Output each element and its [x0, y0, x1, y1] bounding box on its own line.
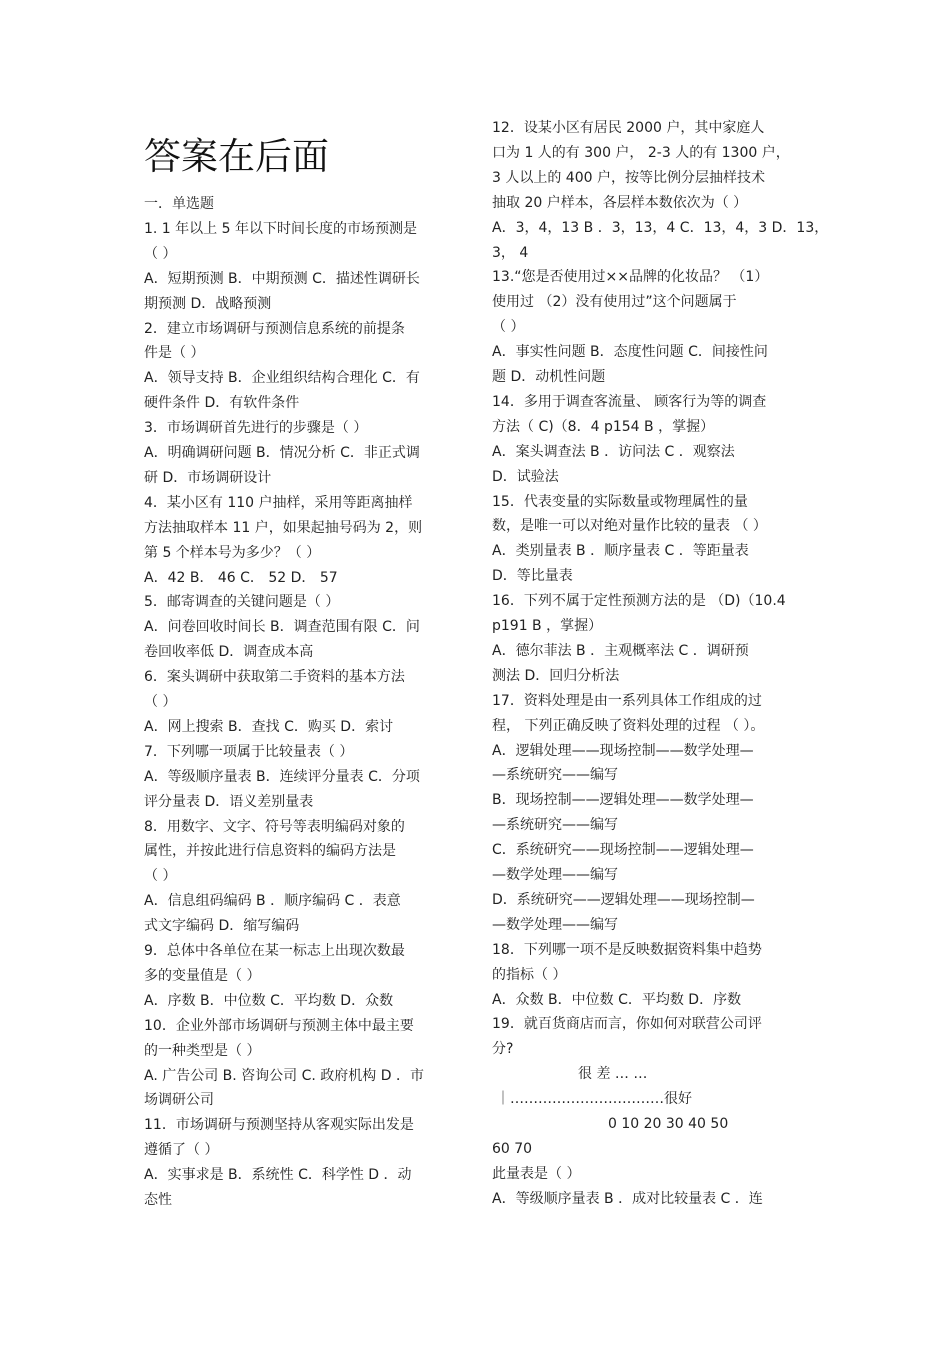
right-text-line: —系统研究——编写 — [492, 767, 618, 784]
left-text-line: A．明确调研问题 B．情况分析 C．非正式调 — [144, 445, 420, 461]
right-text-line: 14．多用于调查客流量、 顾客行为等的调查 — [492, 393, 767, 410]
right-text-line: 很 差 … … — [578, 1066, 648, 1083]
left-text-line: 6．案头调研中获取第二手资料的基本方法 — [144, 669, 405, 686]
right-text-line: p191 B ，掌握） — [492, 618, 603, 634]
left-text-line: 场调研公司 — [144, 1092, 214, 1109]
right-text-line: A．案头调查法 B ．访问法 C ．观察法 — [492, 443, 735, 460]
right-text-line: D．试验法 — [492, 468, 559, 485]
left-text-line: 遵循了（ ） — [144, 1142, 219, 1159]
right-text-line: 题 D．动机性问题 — [492, 369, 606, 385]
left-text-line: A．问卷回收时间长 B．调查范围有限 C．问 — [144, 619, 420, 636]
left-text-line: 8．用数字、文字、符号等表明编码对象的 — [144, 818, 405, 835]
right-text-line: D．等比量表 — [492, 568, 573, 585]
left-text-line: A．网上搜索 B．查找 C．购买 D．索讨 — [144, 718, 394, 735]
left-text-line: 属性，并按此进行信息资料的编码方法是 — [144, 843, 396, 860]
left-text-line: 11．市场调研与预测坚持从客观实际出发是 — [144, 1117, 414, 1134]
right-text-line: 数，是唯一可以对绝对量作比较的量表 （ ） — [492, 518, 767, 535]
left-text-line: 期预测 D．战略预测 — [144, 295, 272, 312]
right-text-line: 的指标（ ） — [492, 966, 567, 983]
left-text-line: 5．邮寄调查的关键问题是（ ） — [144, 594, 340, 611]
left-text-line: 多的变量值是（ ） — [144, 967, 261, 984]
right-text-line: 13.“您是否使用过××品牌的化妆品？ （1） — [492, 269, 769, 286]
right-text-line: 此量表是（ ） — [492, 1165, 581, 1182]
left-text-line: 件是（ ） — [144, 345, 205, 362]
right-text-line: A．事实性问题 B．态度性问题 C．间接性问 — [492, 344, 768, 361]
left-text-line: A．信息组码编码 B ．顺序编码 C ．表意 — [144, 893, 401, 910]
right-text-line: 0 10 20 30 40 50 — [608, 1116, 729, 1132]
left-text-line: 评分量表 D．语义差别量表 — [144, 793, 314, 810]
right-text-line: 19．就百货商店而言，你如何对联营公司评 — [492, 1016, 762, 1033]
right-text-line: （ ） — [492, 319, 525, 336]
right-text-line: C．系统研究——现场控制——逻辑处理— — [492, 842, 754, 859]
right-text-line: 16．下列不属于定性预测方法的是 （D)（10.4 — [492, 593, 786, 610]
right-text-line: 12．设某小区有居民 2000 户，其中家庭人 — [492, 120, 765, 136]
right-text-line: 测法 D．回归分析法 — [492, 667, 620, 684]
left-text-line: （ ） — [144, 868, 177, 885]
left-text-line: A．42 B． 46 C． 52 D． 57 — [144, 569, 338, 586]
right-text-line: 口为 1 人的有 300 户， 2-3 人的有 1300 户， — [492, 144, 790, 161]
left-text-line: 方法抽取样本 11 户，如果起抽号码为 2，则 — [144, 519, 423, 536]
right-text-line: 使用过 （2）没有使用过”这个问题属于 — [492, 294, 737, 311]
right-text-line: 60 70 — [492, 1140, 533, 1157]
left-text-line: 7．下列哪一项属于比较量表（ ） — [144, 743, 354, 760]
right-text-line: A．类别量表 B ．顺序量表 C ．等距量表 — [492, 543, 749, 560]
right-text-line: A．众数 B．中位数 C．平均数 D．序数 — [492, 991, 742, 1008]
right-text-line: 抽取 20 户样本，各层样本数依次为（ ） — [492, 194, 748, 211]
left-text-line: 4．某小区有 110 户抽样，采用等距离抽样 — [144, 494, 413, 511]
right-text-line: A．3，4，13 B ．3，13，4 C．13，4，3 D．13， — [492, 219, 829, 236]
left-text-line: A．序数 B．中位数 C．平均数 D．众数 — [144, 992, 394, 1009]
right-text-line: D．系统研究——逻辑处理——现场控制— — [492, 891, 755, 908]
right-text-line: ｜……………………………很好 — [496, 1091, 692, 1108]
right-text-line: —数学处理——编写 — [492, 916, 618, 933]
left-text-line: 式文字编码 D．缩写编码 — [144, 918, 300, 935]
left-text-line: 研 D．市场调研设计 — [144, 469, 272, 486]
right-text-line: B．现场控制——逻辑处理——数学处理— — [492, 792, 754, 809]
left-text-line: （ ） — [144, 245, 177, 262]
left-text-line: 第 5 个样本号为多少？（ ） — [144, 544, 321, 561]
right-text-line: 17．资料处理是由一系列具体工作组成的过 — [492, 692, 762, 709]
left-text-line: 一．单选题 — [144, 196, 214, 212]
left-text-line: A．实事求是 B．系统性 C．科学性 D ．动 — [144, 1167, 412, 1184]
left-text-line: 的一种类型是（ ） — [144, 1042, 261, 1059]
left-text-line: A．短期预测 B．中期预测 C．描述性调研长 — [144, 270, 420, 287]
right-text-line: 18．下列哪一项不是反映数据资料集中趋势 — [492, 941, 762, 958]
right-text-line: —系统研究——编写 — [492, 817, 618, 834]
left-text-line: A．等级顺序量表 B．连续评分量表 C．分项 — [144, 768, 420, 785]
right-text-line: —数学处理——编写 — [492, 867, 618, 883]
right-text-line: 3 人以上的 400 户，按等比例分层抽样技术 — [492, 169, 765, 186]
left-text-line: 1. 1 年以上 5 年以下时间长度的市场预测是 — [144, 220, 417, 237]
left-text-line: 10．企业外部市场调研与预测主体中最主要 — [144, 1017, 414, 1034]
left-text-line: A. 广告公司 B. 咨询公司 C. 政府机构 D ．市 — [144, 1067, 424, 1084]
left-text-line: 2．建立市场调研与预测信息系统的前提条 — [144, 320, 405, 337]
left-text-line: 卷回收率低 D．调查成本高 — [144, 644, 314, 661]
right-text-line: 程， 下列正确反映了资料处理的过程 （ ）。 — [492, 717, 765, 734]
right-text-line: 15．代表变量的实际数量或物理属性的量 — [492, 493, 748, 510]
left-text-line: 态性 — [144, 1192, 172, 1208]
left-text-line: 硬件条件 D．有软件条件 — [144, 395, 300, 412]
right-text-line: A．逻辑处理——现场控制——数学处理— — [492, 742, 754, 759]
right-text-line: 分? — [492, 1041, 514, 1058]
right-text-line: 3， 4 — [492, 244, 529, 261]
right-text-line: 方法（ C)（8．4 p154 B ，掌握） — [492, 418, 715, 435]
right-text-line: A．等级顺序量表 B ．成对比较量表 C ．连 — [492, 1190, 763, 1207]
left-text-line: （ ） — [144, 694, 177, 710]
right-text-line: A．德尔菲法 B ．主观概率法 C ．调研预 — [492, 642, 749, 659]
page-title: 答案在后面 — [144, 135, 329, 178]
left-text-line: A．领导支持 B．企业组织结构合理化 C．有 — [144, 370, 420, 387]
left-text-line: 9．总体中各单位在某一标志上出现次数最 — [144, 943, 405, 959]
left-text-line: 3．市场调研首先进行的步骤是（ ） — [144, 420, 368, 437]
